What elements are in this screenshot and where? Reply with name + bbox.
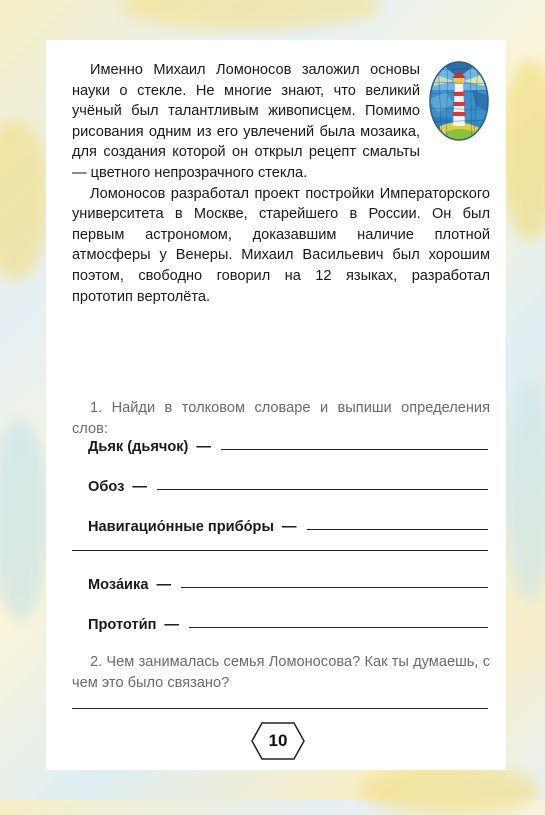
answer-line[interactable] <box>72 708 488 709</box>
term-row-dyak <box>88 433 488 455</box>
article-paragraph-1: Именно Михаил Ломоносов заложил основы науки о стекле. Не многие знают, что великий учёный был талантливым живописцем. Помимо рисования одним из его увлечений была мозаика, для создания которой он открыл рецепт смальты — цветного непрозрачного стекла. <box>72 62 420 181</box>
article-paragraph-2: Ломоносов разработал проект постройки Императорского университета в Москве, старейшего в России. Он был первым астрономом, доказавшим наличие плотной атмосферы у Венеры. Михаил Васильевич был хорошим поэтом, свободно говорил на 12 языках, разработал прототип вертолёта. <box>72 185 490 305</box>
term-row-prototype <box>88 611 488 633</box>
page-number-badge <box>250 721 306 761</box>
term-dash: — <box>164 617 179 633</box>
answer-line[interactable] <box>72 550 488 551</box>
term-row-mosaic <box>88 571 488 593</box>
answer-line[interactable] <box>307 528 488 530</box>
answer-line[interactable] <box>221 448 488 450</box>
term-label: Прототи́п <box>88 617 157 633</box>
task-1-text: 1. Найди в толковом словаре и выпиши определения слов: <box>72 400 490 437</box>
term-label: Моза́ика <box>88 577 149 593</box>
term-dash: — <box>132 479 147 495</box>
lighthouse-mosaic-icon <box>428 60 490 142</box>
term-dash: — <box>156 577 172 593</box>
task-2-text: 2. Чем занималась семья Ломоносова? Как ты думаешь, с чем это было связано? <box>72 654 490 691</box>
term-label: Обоз <box>88 479 125 495</box>
answer-line[interactable] <box>181 586 488 588</box>
article-text <box>72 60 490 307</box>
page-number: 10 <box>268 731 288 750</box>
term-row-oboz <box>88 473 488 495</box>
term-label: Навигацио́нные прибо́ры <box>88 519 274 535</box>
term-label: Дьяк (дьячок) <box>88 439 189 455</box>
term-row-navigation-devices <box>88 513 488 535</box>
term-dash: — <box>281 519 297 535</box>
term-dash: — <box>196 439 211 455</box>
answer-line[interactable] <box>157 488 488 490</box>
answer-line[interactable] <box>189 626 488 628</box>
